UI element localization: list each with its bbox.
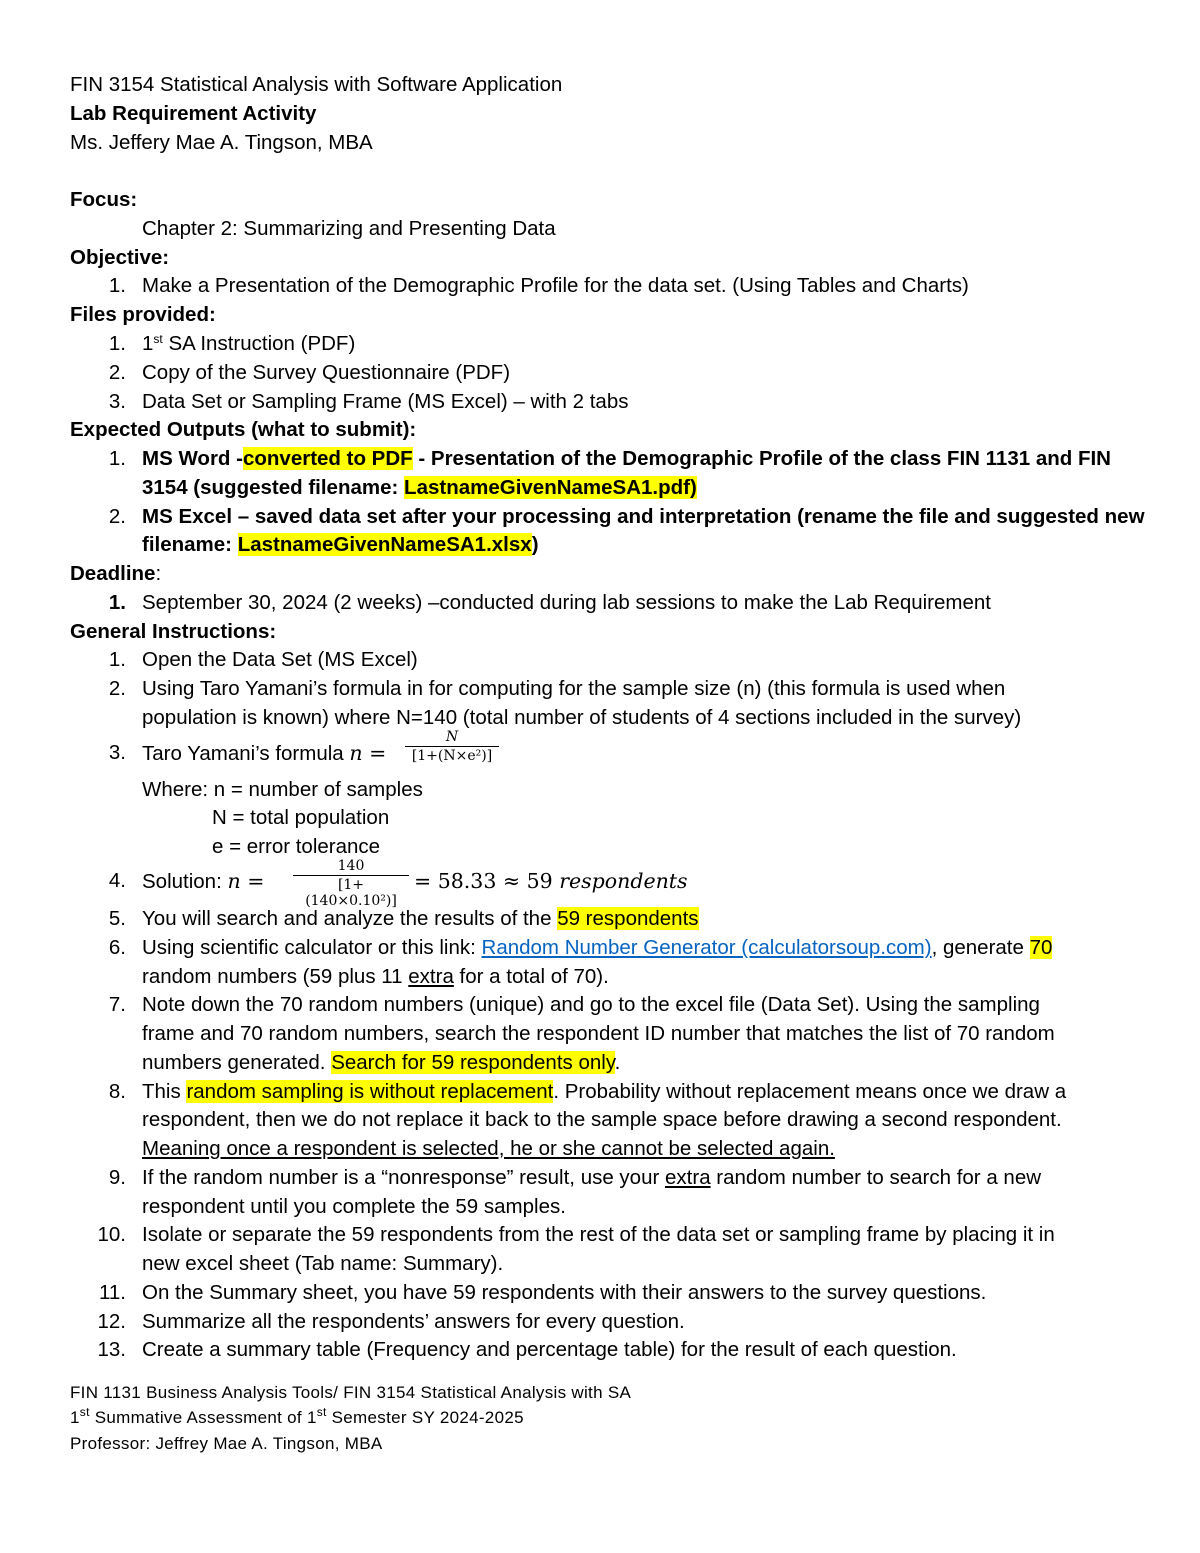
list-number: 4.	[108, 869, 126, 892]
file-item-2: Copy of the Survey Questionnaire (PDF)	[142, 361, 511, 384]
list-number: 10.	[97, 1223, 126, 1246]
yamane-formula-fraction	[405, 729, 499, 764]
output-item-2-cont: filename: LastnameGivenNameSA1.xlsx)	[142, 533, 539, 556]
list-number: 1.	[108, 648, 126, 671]
output-item-1-cont: 3154 (suggested filename: LastnameGivenNameSA1.pdf)	[142, 476, 697, 499]
instructor-name: Ms. Jeffery Mae A. Tingson, MBA	[70, 131, 373, 154]
activity-title: Lab Requirement Activity	[70, 102, 317, 125]
deadline-label: Deadline:	[70, 562, 162, 585]
list-number: 13.	[97, 1338, 126, 1361]
deadline-item: September 30, 2024 (2 weeks) –conducted during lab sessions to make the Lab Requirement	[142, 591, 991, 614]
course-title: FIN 3154 Statistical Analysis with Software Application	[70, 73, 563, 96]
footer-professor: Professor: Jeffrey Mae A. Tingson, MBA	[70, 1434, 383, 1453]
instruction-11: On the Summary sheet, you have 59 respondents with their answers to the survey questions.	[142, 1281, 987, 1304]
random-number-generator-link[interactable]: Random Number Generator (calculatorsoup.com)	[481, 936, 932, 959]
list-number: 2.	[108, 361, 126, 384]
instruction-10-cont: new excel sheet (Tab name: Summary).	[142, 1252, 504, 1275]
formula-denominator: [1+(N×e²)]	[411, 748, 493, 764]
outputs-label: Expected Outputs (what to submit):	[70, 418, 417, 441]
instruction-1: Open the Data Set (MS Excel)	[142, 648, 418, 671]
list-number: 1.	[108, 332, 126, 355]
instruction-6: Using scientific calculator or this link: Random Number Generator (calculatorsoup.com), generate 70	[142, 936, 1053, 959]
list-number: 2.	[108, 505, 126, 528]
where-line-3: e = error tolerance	[212, 835, 381, 858]
solution-fraction	[293, 858, 409, 909]
where-line-1: Where: n = number of samples	[142, 778, 423, 801]
objective-label: Objective:	[70, 246, 170, 269]
instruction-13: Create a summary table (Frequency and percentage table) for the result of each question.	[142, 1338, 957, 1361]
list-number: 1.	[108, 274, 126, 297]
instruction-9-cont: respondent until you complete the 59 samples.	[142, 1195, 566, 1218]
file-item-1: 1st SA Instruction (PDF)	[142, 332, 356, 355]
output-item-1: MS Word -converted to PDF - Presentation of the Demographic Profile of the class FIN 1131 and FIN	[142, 447, 1111, 470]
instruction-3: Taro Yamani’s formula n =	[142, 741, 387, 765]
instruction-2: Using Taro Yamani’s formula in for computing for the sample size (n) (this formula is used when	[142, 677, 1006, 700]
instruction-2-cont: population is known) where N=140 (total number of students of 4 sections included in the survey)	[142, 706, 1022, 729]
list-number: 6.	[108, 936, 126, 959]
formula-numerator: N	[445, 729, 459, 745]
list-number: 12.	[97, 1310, 126, 1333]
files-label: Files provided:	[70, 303, 216, 326]
instruction-5: You will search and analyze the results of the 59 respondents	[142, 907, 699, 930]
instruction-9: If the random number is a “nonresponse” result, use your extra random number to search for a new	[142, 1166, 1042, 1189]
focus-label: Focus:	[70, 188, 138, 211]
list-number: 1.	[108, 447, 126, 470]
output-item-2: MS Excel – saved data set after your processing and interpretation (rename the file and suggested new	[142, 505, 1145, 528]
instruction-10: Isolate or separate the 59 respondents from the rest of the data set or sampling frame by placing it in	[142, 1223, 1055, 1246]
list-number: 11.	[99, 1281, 126, 1304]
instruction-8-emphasis: Meaning once a respondent is selected, he or she cannot be selected again.	[142, 1137, 835, 1160]
footer-assessment: 1st Summative Assessment of 1st Semester SY 2024-2025	[70, 1405, 524, 1427]
solution-denominator: [1+(140×0.10²)]	[305, 877, 397, 909]
instruction-7-cont: frame and 70 random numbers, search the respondent ID number that matches the list of 70 random	[142, 1022, 1055, 1045]
instruction-4: Solution: n =	[142, 869, 265, 893]
list-number: 1.	[108, 591, 126, 614]
instruction-12: Summarize all the respondents’ answers for every question.	[142, 1310, 685, 1333]
list-number: 7.	[108, 993, 126, 1016]
objective-item: Make a Presentation of the Demographic Profile for the data set. (Using Tables and Charts)	[142, 274, 969, 297]
instruction-8-cont: respondent, then we do not replace it back to the sample space before drawing a second respondent.	[142, 1108, 1062, 1131]
where-line-2: N = total population	[212, 806, 390, 829]
solution-numerator: 140	[337, 858, 365, 874]
instruction-7: Note down the 70 random numbers (unique) and go to the excel file (Data Set). Using the sampling	[142, 993, 1040, 1016]
formula-lhs: n =	[349, 741, 387, 765]
instruction-6-cont: random numbers (59 plus 11 extra for a total of 70).	[142, 965, 609, 988]
list-number: 9.	[108, 1166, 126, 1189]
instruction-7-cont2: numbers generated. Search for 59 respondents only.	[142, 1051, 621, 1074]
instructions-label: General Instructions:	[70, 620, 277, 643]
list-number: 3.	[108, 390, 126, 413]
focus-text: Chapter 2: Summarizing and Presenting Data	[142, 217, 556, 240]
footer-course: FIN 1131 Business Analysis Tools/ FIN 3154 Statistical Analysis with SA	[70, 1383, 632, 1402]
list-number: 3.	[108, 741, 126, 764]
solution-result: = 58.33 ≈ 59 respondents	[414, 869, 688, 893]
instruction-8: This random sampling is without replacement. Probability without replacement means once we draw a	[142, 1080, 1067, 1103]
file-item-3: Data Set or Sampling Frame (MS Excel) – with 2 tabs	[142, 390, 629, 413]
list-number: 8.	[108, 1080, 126, 1103]
list-number: 2.	[108, 677, 126, 700]
list-number: 5.	[108, 907, 126, 930]
